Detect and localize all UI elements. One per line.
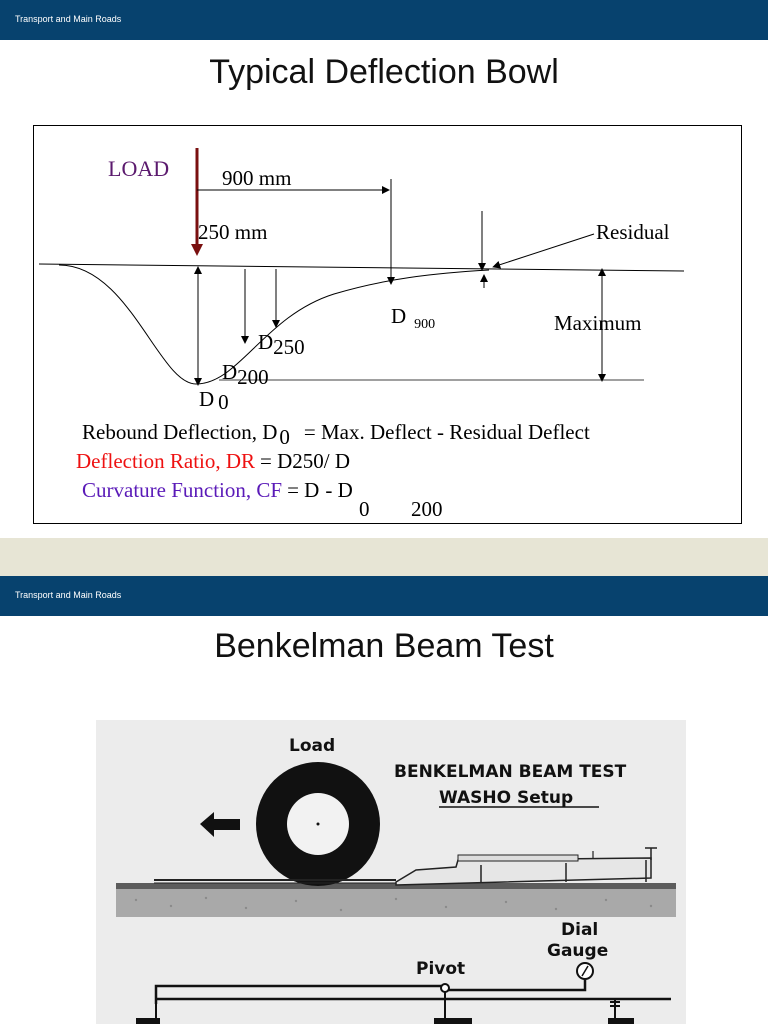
residual-label: Residual — [596, 220, 670, 244]
surface-line — [39, 264, 684, 271]
deflection-bowl-svg — [34, 126, 741, 523]
load-label: LOAD — [108, 156, 170, 181]
d200-label: D200 — [222, 360, 269, 389]
d0-label: D 0 — [199, 387, 229, 414]
slide-separator — [0, 538, 768, 576]
curvature-text: Curvature Function, CF = D - D — [82, 478, 353, 502]
deflection-bowl-diagram — [33, 125, 742, 524]
maximum-label: Maximum — [554, 311, 642, 335]
benkelman-title-line1: BENKELMAN BEAM TEST — [394, 762, 627, 782]
slide-title: Typical Deflection Bowl — [209, 53, 559, 91]
header-bar — [0, 0, 768, 40]
header-org-name: Transport and Main Roads — [15, 590, 122, 600]
residual-pointer — [496, 234, 594, 266]
d250-label: D250 — [258, 330, 305, 359]
curvature-sub-0: 0 — [359, 497, 370, 521]
pivot-point — [441, 984, 449, 992]
slide-title: Benkelman Beam Test — [214, 627, 554, 665]
d900-label: D $_{900}$ — [391, 304, 436, 332]
rebound-text: Rebound Deflection, D0 = Max. Deflect - Residual Deflect — [82, 420, 590, 449]
pivot-label: Pivot — [416, 959, 466, 979]
benkelman-beam-photo — [96, 720, 686, 1024]
curvature-sub-200: 200 — [411, 497, 443, 521]
dial-label-line1: Dial — [561, 920, 599, 940]
dial-label-line2: Gauge — [547, 941, 609, 961]
header-bar — [0, 576, 768, 616]
dim-900-label: 900 mm — [222, 166, 292, 190]
ratio-text: Deflection Ratio, DR = D250/ D — [76, 449, 351, 473]
header-org-name: Transport and Main Roads — [15, 14, 122, 24]
load-label: Load — [289, 736, 336, 756]
benkelman-title-line2: WASHO Setup — [439, 788, 574, 808]
dim-250-label: 250 mm — [198, 220, 268, 244]
benkelman-beam-svg — [96, 720, 686, 1024]
